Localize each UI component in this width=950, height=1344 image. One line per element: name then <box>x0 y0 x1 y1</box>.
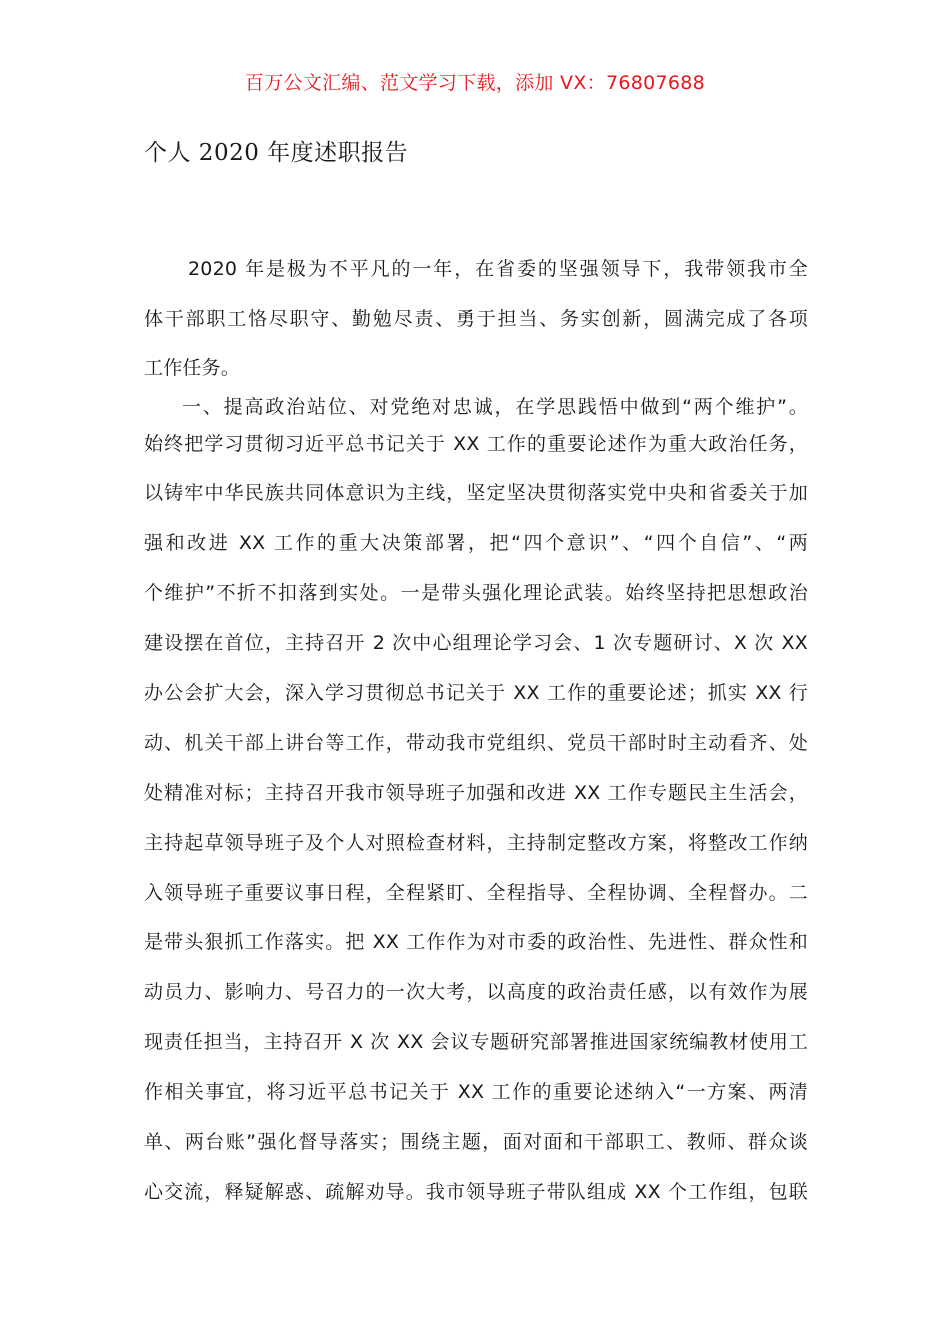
body-line: 2020 年是极为不平凡的一年，在省委的坚强领导下，我带领我市全 <box>188 258 808 280</box>
body-line: 主持起草领导班子及个人对照检查材料，主持制定整改方案，将整改工作纳 <box>144 832 808 854</box>
body-line: 处精准对标；主持召开我市领导班子加强和改进 XX 工作专题民主生活会， <box>144 782 808 804</box>
body-line: 入领导班子重要议事日程，全程紧盯、全程指导、全程协调、全程督办。二 <box>144 882 808 904</box>
body-line: 一、提高政治站位、对党绝对忠诚，在学思践悟中做到“两个维护”。 <box>182 396 808 418</box>
body-line: 以铸牢中华民族共同体意识为主线，坚定坚决贯彻落实党中央和省委关于加 <box>144 482 808 504</box>
body-line: 强和改进 XX 工作的重大决策部署，把“四个意识”、“四个自信”、“两 <box>144 532 808 554</box>
body-line: 作相关事宜，将习近平总书记关于 XX 工作的重要论述纳入“一方案、两清 <box>144 1081 808 1103</box>
body-line: 单、两台账”强化督导落实；围绕主题，面对面和干部职工、教师、群众谈 <box>144 1131 808 1153</box>
body-line: 工作任务。 <box>144 357 241 379</box>
header-banner: 百万公文汇编、范文学习下载，添加 VX：76807688 <box>244 72 706 94</box>
body-line: 是带头狠抓工作落实。把 XX 工作作为对市委的政治性、先进性、群众性和 <box>144 931 808 953</box>
document-title: 个人 2020 年度述职报告 <box>144 140 409 166</box>
body-line: 个维护”不折不扣落到实处。一是带头强化理论武装。始终坚持把思想政治 <box>144 582 808 604</box>
body-line: 始终把学习贯彻习近平总书记关于 XX 工作的重要论述作为重大政治任务， <box>144 433 808 455</box>
body-line: 体干部职工恪尽职守、勤勉尽责、勇于担当、务实创新，圆满完成了各项 <box>144 308 808 330</box>
body-line: 动员力、影响力、号召力的一次大考，以高度的政治责任感，以有效作为展 <box>144 981 808 1003</box>
body-line: 办公会扩大会，深入学习贯彻总书记关于 XX 工作的重要论述；抓实 XX 行 <box>144 682 808 704</box>
body-line: 心交流，释疑解惑、疏解劝导。我市领导班子带队组成 XX 个工作组，包联 <box>144 1181 808 1203</box>
body-line: 建设摆在首位，主持召开 2 次中心组理论学习会、1 次专题研讨、X 次 XX <box>144 632 808 654</box>
body-line: 现责任担当，主持召开 X 次 XX 会议专题研究部署推进国家统编教材使用工 <box>144 1031 808 1053</box>
body-line: 动、机关干部上讲台等工作，带动我市党组织、党员干部时时主动看齐、处 <box>144 732 808 754</box>
